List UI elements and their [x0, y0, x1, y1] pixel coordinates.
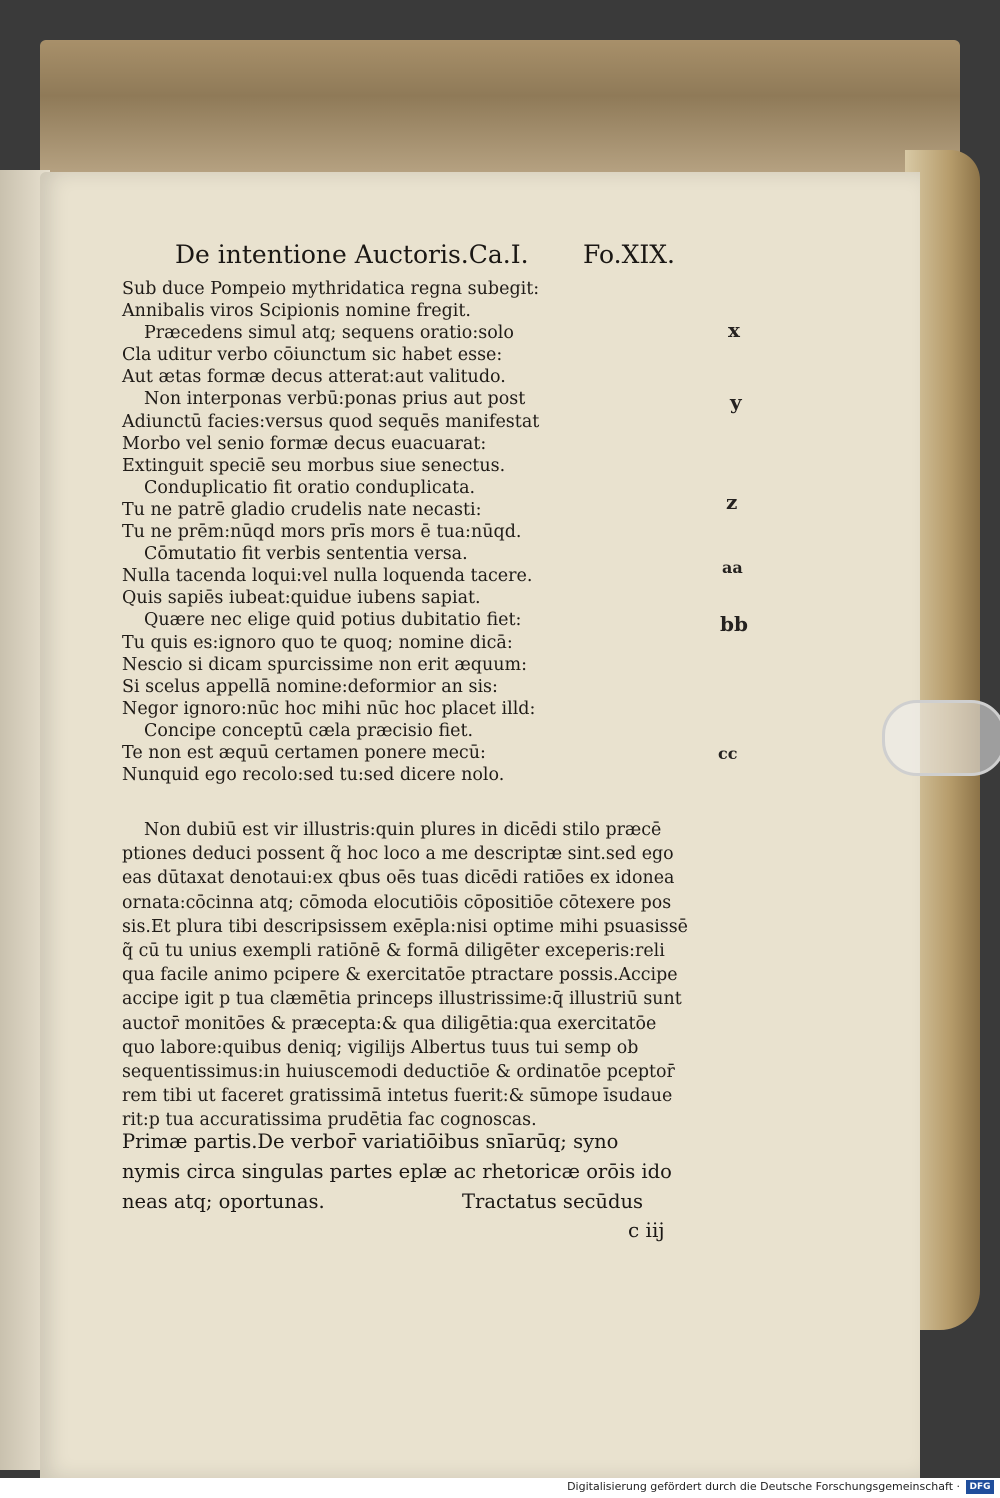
prose-line: rit:p tua accuratissima prudētia fac cognoscas.: [122, 1110, 537, 1131]
prose-line: Non dubiū est vir illustris:quin plures in dicēdi stilo præcē: [144, 820, 662, 840]
footer-bar: [0, 1478, 1000, 1498]
verse-line: Tu quis es:ignoro quo te quoq; nomine dicā:: [122, 632, 513, 653]
verse-line: Quære nec elige quid potius dubitatio fiet:: [144, 610, 522, 631]
verse-line: Cōmutatio fit verbis sententia versa.: [144, 544, 468, 565]
folio-number: Fo.XIX.: [583, 240, 675, 269]
heading-line: Primæ partis.De verbor̄ variatiōibus snīarūq; syno: [122, 1130, 619, 1153]
verse-line: Cla uditur verbo cōiunctum sic habet esse:: [122, 345, 503, 366]
verse-line: Nescio si dicam spurcissime non erit æquum:: [122, 654, 528, 675]
prose-line: rem tibi ut faceret gratissimā intetus fuerit:& sūmope īsudaue: [122, 1086, 673, 1107]
verse-line: Adiunctū facies:versus quod sequēs manifestat: [122, 411, 540, 432]
verse-line: Negor ignoro:nūc hoc mihi nūc hoc placet illd:: [122, 698, 536, 719]
funding-credit: Digitalisierung gefördert durch die Deutsche Forschungsgemeinschaft ·: [567, 1480, 960, 1493]
prose-line: quo labore:quibus deniq; vigilijs Albertus tuus tui semp ob: [122, 1037, 639, 1058]
verse-line: Concipe conceptū cæla præcisio fiet.: [144, 720, 474, 741]
margin-letter: x: [728, 318, 740, 342]
heading-line: [122, 1187, 702, 1217]
margin-letter: cc: [718, 744, 738, 763]
margin-letter: bb: [720, 612, 748, 636]
dfg-logo: DFG: [966, 1480, 994, 1494]
running-title: De intentione Auctoris.Ca.I.: [175, 240, 529, 269]
verse-line: Conduplicatio fit oratio conduplicata.: [144, 477, 476, 498]
prose-line: auctor̄ monitōes & præcepta:& qua diligētia:qua exercitatōe: [122, 1013, 657, 1034]
verse-line: Extinguit speciē seu morbus siue senectus.: [122, 455, 506, 476]
margin-letter: y: [730, 390, 742, 414]
next-treatise-label: Tractatus secūdus: [462, 1190, 644, 1213]
margin-letter: z: [726, 490, 738, 514]
verse-line: Præcedens simul atq; sequens oratio:solo: [144, 323, 514, 344]
prose-line: qua facile animo pcipere & exercitatōe ptractare possis.Accipe: [122, 965, 678, 986]
prose-line: accipe igit p tua clæmētia princeps illustrissime:q̄ illustriū sunt: [122, 989, 682, 1010]
book-top-edge: [40, 40, 960, 180]
verse-block: [122, 278, 592, 786]
verse-line: Si scelus appellā nomine:deformior an sis:: [122, 676, 498, 697]
prose-line: ornata:cōcinna atq; cōmoda elocutiōis cōpositiōe cōtexere pos: [122, 892, 672, 913]
signature-mark: c iij: [628, 1218, 665, 1242]
prose-line: ptiones deduci possent q̃ hoc loco a me descriptæ sint.sed ego: [122, 844, 674, 865]
closing-heading: [122, 1127, 702, 1217]
prose-line: q̃ cū tu unius exempli ratiōnē & formā diligēter exceperis:reli: [122, 940, 665, 961]
margin-letter: aa: [722, 558, 743, 577]
verse-line: Tu ne prēm:nūqd mors prīs mors ē tua:nūqd.: [122, 522, 522, 543]
prose-paragraph: [122, 818, 702, 1132]
heading-line-end: neas atq; oportunas.: [122, 1190, 325, 1213]
verse-line: Sub duce Pompeio mythridatica regna subegit:: [122, 279, 540, 299]
heading-line: nymis circa singulas partes eplæ ac rhetoricæ orōis ido: [122, 1160, 672, 1183]
verse-line: Non interponas verbū:ponas prius aut post: [144, 389, 526, 410]
verse-line: Morbo vel senio formæ decus euacuarat:: [122, 433, 487, 454]
prose-line: sis.Et plura tibi descripsissem exēpla:nisi optime mihi psuasissē: [122, 916, 688, 937]
verse-line: Nunquid ego recolo:sed tu:sed dicere nolo.: [122, 765, 505, 786]
verse-line: Tu ne patrē gladio crudelis nate necasti:: [122, 499, 482, 520]
verse-line: Te non est æquū certamen ponere mecū:: [122, 742, 486, 763]
running-header: [175, 240, 675, 276]
prose-line: sequentissimus:in huiuscemodi deductiōe & ordinatōe pceptor̄: [122, 1061, 675, 1082]
verse-line: Aut ætas formæ decus atterat:aut valitudo.: [122, 367, 506, 388]
prose-line: eas dūtaxat denotaui:ex qbus oēs tuas dicēdi ratiōes ex idonea: [122, 868, 675, 889]
verse-line: Quis sapiēs iubeat:quidue iubens sapiat.: [122, 588, 481, 609]
verse-line: Annibalis viros Scipionis nomine fregit.: [122, 301, 471, 322]
verse-line: Nulla tacenda loqui:vel nulla loquenda tacere.: [122, 566, 533, 587]
page-clip: [882, 700, 1000, 776]
